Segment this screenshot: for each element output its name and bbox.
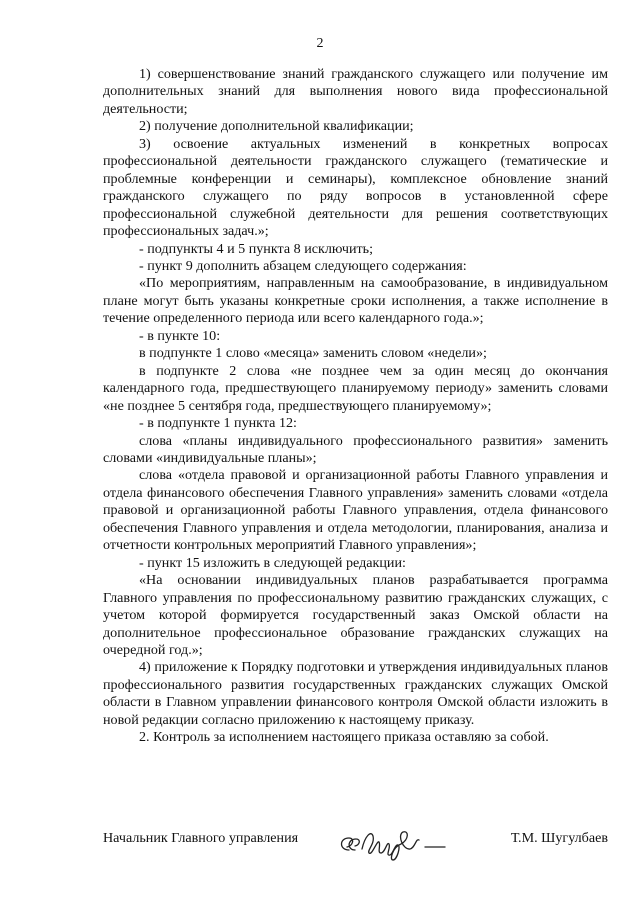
- paragraph: - в пункте 10:: [139, 327, 221, 344]
- document-body: [103, 66, 608, 747]
- paragraph: «На основании индивидуальных планов разрабатывается программа Главного управления по профессиональному развитию гражданских служащих, с учетом которой формируется государственный заказ Омской области на дополнительное профессиональное образование гражданских служащих на очередной год.»;: [103, 572, 608, 658]
- paragraph: в подпункте 2 слова «не позднее чем за один месяц до окончания календарного года, предшествующего планируемому периоду» заменить словами «не позднее 5 сентября года, предшествующего планируемому»;: [103, 362, 608, 414]
- paragraph: - пункт 15 изложить в следующей редакции:: [139, 554, 406, 571]
- paragraph: «По мероприятиям, направленным на самообразование, в индивидуальном плане могут быть указаны конкретные сроки исполнения, а также исполнение в течение определенного периода или всего календарного года.»;: [103, 275, 608, 327]
- paragraph: - пункт 9 дополнить абзацем следующего содержания:: [139, 257, 467, 274]
- paragraph: 1) совершенствование знаний гражданского служащего или получение им дополнительных знаний для выполнения нового вида профессиональной деятельности;: [103, 66, 608, 117]
- paragraph: слова «планы индивидуального профессионального развития» заменить словами «индивидуальные планы»;: [103, 432, 608, 466]
- paragraph: 2. Контроль за исполнением настоящего приказа оставляю за собой.: [139, 729, 549, 746]
- paragraph: 3) освоение актуальных изменений в конкретных вопросах профессиональной деятельности гражданского служащего (тематические и проблемные конференции и семинары), комплексное обновление знаний гражданского служащего по ряду вопросов в установленной сфере профессиональной служебной деятельности для решения соответствующих профессиональных задач.»;: [103, 135, 608, 240]
- page-number: 2: [316, 36, 324, 51]
- signatory-title: Начальник Главного управления: [103, 830, 299, 846]
- paragraph: 4) приложение к Порядку подготовки и утверждения индивидуальных планов профессионального развития государственных гражданских служащих Омской области в Главном управлении финансового контроля Омской области изложить в новой редакции согласно приложению к настоящему приказу.: [103, 659, 608, 728]
- signature-block: [103, 820, 608, 870]
- paragraph: - подпункты 4 и 5 пункта 8 исключить;: [139, 240, 373, 257]
- paragraph: 2) получение дополнительной квалификации;: [139, 118, 414, 135]
- signatory-name: Т.М. Шугулбаев: [510, 830, 608, 846]
- paragraph: в подпункте 1 слово «месяца» заменить словом «недели»;: [139, 345, 487, 362]
- paragraph: - в подпункте 1 пункта 12:: [139, 415, 297, 432]
- handwritten-signature: [335, 820, 453, 864]
- paragraph: слова «отдела правовой и организационной работы Главного управления и отдела финансового обеспечения Главного управления» заменить словами «отдела правовой и организационной работы Главного управления, отдела финансового обеспечения Главного управления и отдела методологии, планирования, анализа и отчетности контрольных мероприятий Главного управления»;: [103, 467, 608, 554]
